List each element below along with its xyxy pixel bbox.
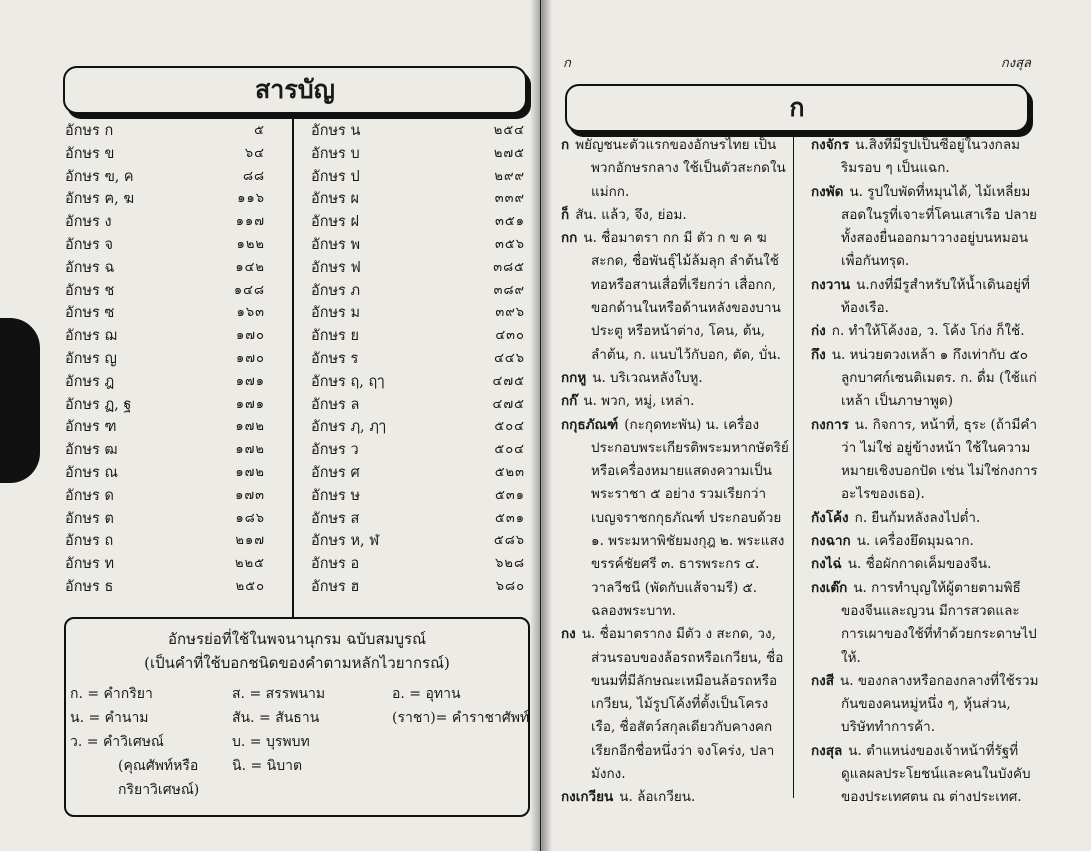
entry-headword: กงเกวียน [561, 789, 614, 806]
toc-letter: อักษร ษ [311, 487, 361, 504]
toc-row [65, 143, 265, 165]
entry-definition: น. เครื่องยึดมุมฉาก. [856, 533, 974, 550]
legend-title: อักษรย่อที่ใช้ในพจนานุกรม ฉบับสมบูรณ์ [167, 630, 426, 648]
toc-row [311, 166, 525, 188]
toc-letter: อักษร ก [65, 123, 114, 139]
dictionary-entry [561, 623, 789, 786]
toc-row [311, 416, 525, 438]
entry-definition: น. บริเวณหลังใบหู. [592, 369, 703, 386]
toc-page-number: ๓๙๖ [495, 305, 525, 321]
toc-page-number: ๑๗๐ [236, 328, 265, 344]
toc-page-number: ๔๗๕ [492, 373, 525, 389]
entry-headword: กงเต๊ก [811, 579, 848, 596]
toc-letter: อักษร ฑ [65, 419, 117, 436]
toc-page-number: ๕๓๑ [495, 487, 525, 503]
entry-definition: น.กงที่มีรูสำหรับให้น้ำเดินอยู่ที่ท้องเรือ. [841, 276, 1030, 317]
toc-page-number: ๑๗๒ [235, 465, 265, 480]
toc-page-number: ๑๗๐ [236, 351, 265, 366]
toc-page-number: ๑๗๒ [235, 442, 265, 458]
toc-letter: อักษร ล [311, 396, 360, 413]
entry-headword: กก [561, 230, 578, 247]
toc-row [65, 530, 265, 552]
entry-definition: ก. ทำให้โค้งงอ, ว. โค้ง โก่ง ก็ใช้. [831, 323, 1025, 340]
entry-definition: สัน. แล้ว, จึง, ย่อม. [575, 206, 687, 223]
entry-headword: กงฉาก [811, 533, 851, 550]
toc-page-number: ๑๑๖ [237, 191, 265, 207]
entry-headword: กงวาน [811, 276, 851, 293]
toc-row [65, 257, 265, 279]
entry-definition: น. ชื่อมาตรากง มีตัว ง สะกด, วง, ส่วนรอบของล้อรถหรือเกวียน, ชื่อขนมที่มีลักษณะเหมือนล้อรถหรือเกวียน, ไม้รูปโค้งที่ตั้งเป็นโครงเรือ, ชื่อสัตว์สกุลเดียวกับคางคก เรียกอีกชื่อหนึ่งว่า จงโคร่ง, ปลามังกง. [581, 626, 784, 783]
toc-row [65, 211, 265, 233]
toc-page-number: ๘๘ [242, 168, 265, 184]
entry-headword: ก่ง [811, 323, 826, 340]
entry-definition: น. รูปใบพัดที่หมุนได้, ไม้เหลี่ยมสอดในรูที่เจาะที่โคนเสาเรือ ปลายทั้งสองยื่นออกมาวางอยู่บนหมอนเพื่อกันทรุด. [841, 183, 1037, 270]
toc-letter: อักษร ซ [65, 305, 115, 322]
entry-headword: กกหู [561, 369, 587, 386]
toc-page-number: ๔๔๖ [494, 351, 525, 366]
dictionary-entry [811, 274, 1039, 321]
entry-definition: น. การทำบุญให้ผู้ตายตามพิธีของจีนและญวน มีการสวดและการเผาของใช้ที่ทำด้วยกระดาษไปให้. [841, 579, 1037, 666]
dictionary-entry [561, 414, 789, 624]
dictionary-entry [561, 390, 789, 413]
toc-letter: อักษร ภ [311, 282, 361, 299]
dictionary-entry [811, 344, 1039, 414]
thumb-shadow [0, 318, 40, 483]
entry-definition: น. พวก, หมู่, เหล่า. [583, 393, 695, 410]
toc-row [311, 234, 525, 256]
toc-letter: อักษร ว [311, 442, 359, 459]
entry-definition: น. ตำแหน่งของเจ้าหน้าที่รัฐที่ดูแลผลประโยชน์และคนในบังคับของประเทศตน ณ ต่างประเทศ. [841, 742, 1031, 806]
dictionary-entry [561, 786, 789, 809]
toc-page-number: ๑๗๒ [235, 419, 265, 435]
toc-letter: อักษร ช [65, 282, 115, 299]
toc-row [65, 553, 265, 575]
toc-row [65, 188, 265, 210]
toc-row [65, 508, 265, 530]
dictionary-entry [811, 577, 1039, 670]
toc-page-number: ๒๑๗ [235, 533, 265, 549]
toc-row [311, 485, 525, 507]
toc-letter: อักษร ฌ [65, 328, 117, 345]
toc-page-number: ๒๙๙ [494, 168, 525, 184]
toc-letter: อักษร ณ [65, 465, 118, 481]
dictionary-entry [811, 181, 1039, 274]
entry-headword: กง [561, 626, 576, 643]
entry-headword: กังโค้ง [811, 509, 849, 526]
dictionary-entry [561, 227, 789, 367]
entry-headword: กก๊ [561, 393, 578, 410]
entry-definition: น. ล้อเกวียน. [619, 789, 696, 806]
toc-letter: อักษร ฒ [65, 442, 118, 459]
toc-page-number: ๑๒๒ [236, 237, 265, 252]
toc-letter: อักษร ฎ [65, 373, 115, 390]
abbreviation-legend [64, 617, 530, 817]
toc-row [311, 508, 525, 530]
toc-letter: อักษร ท [65, 556, 115, 573]
toc-letter: อักษร ม [311, 305, 361, 322]
toc-page-number: ๓๘๕ [493, 259, 525, 275]
toc-page-number: ๕๒๓ [494, 465, 525, 480]
legend-item: กริยาวิเศษณ์) [118, 782, 200, 798]
toc-row [311, 348, 525, 370]
toc-page-number: ๒๕๔ [493, 123, 525, 138]
dictionary-entry [811, 320, 1039, 343]
dictionary-entry [811, 740, 1039, 810]
entry-column-right [811, 134, 1039, 810]
toc-page-number: ๕๓๑ [495, 510, 525, 526]
toc-page-number: ๓๘๙ [493, 282, 525, 298]
toc-letter: อักษร ฤ, ฤๅ [311, 373, 385, 390]
toc-letter: อักษร ผ [311, 191, 359, 208]
toc-page-number: ๓๓๙ [494, 191, 525, 207]
entry-headword: กกุธภัณฑ์ [561, 416, 619, 433]
toc-row [311, 257, 525, 279]
toc-page-number: ๖๒๘ [495, 556, 525, 572]
toc-letter: อักษร ส [311, 510, 360, 527]
toc-letter: อักษร ฟ [311, 259, 361, 276]
toc-page-number: ๑๑๗ [235, 214, 265, 230]
toc-row [65, 416, 265, 438]
table-of-contents [65, 116, 527, 618]
toc-letter: อักษร ข [65, 145, 115, 162]
toc-page-number: ๑๔๒ [235, 259, 265, 275]
toc-letter: อักษร ด [65, 487, 114, 504]
toc-page-number: ๑๗๓ [235, 487, 265, 503]
entry-headword: กงสุล [811, 742, 843, 759]
toc-page-number: ๑๖๓ [236, 305, 265, 321]
toc-row [65, 302, 265, 324]
entry-headword: กงพัด [811, 183, 844, 200]
toc-letter: อักษร ฏ, ฐ [65, 396, 132, 413]
toc-letter: อักษร จ [65, 237, 113, 253]
toc-row [311, 439, 525, 461]
toc-page-number: ๒๒๕ [235, 556, 265, 572]
dictionary-entry [811, 507, 1039, 530]
entry-definition: น. กิจการ, หน้าที่, ธุระ (ถ้ามีคำว่า ไม่ใช่ อยู่ข้างหน้า ใช้ในความหมายเชิงบอกปัด เช่น ไม่ใช่กงการอะไรของเธอ). [841, 416, 1038, 503]
toc-row [65, 348, 265, 370]
toc-letter: อักษร ฃ, ค [65, 168, 134, 185]
toc-row [65, 394, 265, 416]
entry-headword: กงสี [811, 672, 835, 689]
legend-item: (ราชา)= คำราชาศัพท์ [392, 710, 530, 726]
toc-letter: อักษร ฦ, ฦๅ [311, 419, 386, 436]
toc-title: สารบัญ [255, 75, 335, 104]
toc-letter: อักษร ศ [311, 465, 360, 481]
entry-definition: ก. ยืนก้มหลังลงไปต่ำ. [854, 509, 981, 526]
toc-letter: อักษร ห, ฬ [311, 533, 380, 550]
toc-letter: อักษร ฅ, ฆ [65, 191, 135, 208]
toc-page-number: ๑๘๖ [235, 510, 265, 526]
toc-page-number: ๑๗๑ [235, 396, 265, 412]
toc-row [311, 211, 525, 233]
toc-letter: อักษร ฉ [65, 259, 115, 276]
legend-item: น. = คำนาม [70, 710, 149, 726]
toc-letter: อักษร อ [311, 556, 360, 573]
dictionary-entry [811, 414, 1039, 507]
legend-item: บ. = บุรพบท [232, 734, 310, 750]
toc-page-number: ๒๗๕ [493, 145, 525, 161]
toc-row [65, 234, 265, 256]
dictionary-entry [811, 670, 1039, 740]
toc-page-number: ๕ [254, 123, 265, 138]
toc-letter: อักษร ถ [65, 533, 114, 550]
entry-headword: กงการ [811, 416, 849, 433]
toc-row [65, 325, 265, 347]
toc-page-number: ๕๐๔ [494, 419, 525, 435]
toc-row [311, 553, 525, 575]
toc-row [65, 120, 265, 142]
toc-page-number: ๖๘๐ [495, 579, 525, 594]
entry-headword: กึง [811, 346, 826, 363]
toc-page-number: ๖๔ [244, 145, 265, 161]
entry-headword: ก็ [561, 206, 570, 223]
legend-item: ส. = สรรพนาม [232, 686, 326, 702]
toc-row [65, 462, 265, 484]
toc-row [311, 143, 525, 165]
entry-definition: (กะกุดทะพัน) น. เครื่องประกอบพระเกียรติพระมหากษัตริย์ หรือเครื่องหมายแสดงความเป็นพระราชา ๕ อย่าง รวมเรียกว่า เบญจราชกกุธภัณฑ์ ประกอบด้วย ๑. พระมหาพิชัยมงกุฎ ๒. พระแสงขรรค์ชัยศรี ๓. ธารพระกร ๔. วาลวีชนี (พัดกับแส้จามรี) ๕. ฉลองพระบาท. [591, 416, 789, 619]
toc-row [311, 462, 525, 484]
dictionary-entry [561, 204, 789, 227]
toc-row [65, 485, 265, 507]
toc-page-number: ๔๓๐ [495, 328, 525, 344]
toc-row [311, 280, 525, 302]
toc-title-banner [63, 66, 527, 114]
toc-row [311, 325, 525, 347]
toc-page-number: ๔๗๕ [492, 396, 525, 412]
entry-headword: ก [561, 137, 570, 153]
column-divider [793, 130, 794, 798]
entry-column-left [561, 134, 789, 810]
running-head-guide-word: กงสุล [1000, 56, 1031, 71]
toc-row [311, 371, 525, 393]
entry-definition: น.สิ่งที่มีรูปเป็นซี่อยู่ในวงกลม ริมรอบ ๆ เป็นแฉก. [841, 137, 1021, 177]
legend-item: (คุณศัพท์หรือ [118, 758, 199, 774]
toc-letter: อักษร ต [65, 510, 114, 527]
entry-headword: กงไฉ่ [811, 556, 842, 573]
toc-page-number: ๕๐๔ [494, 442, 525, 458]
toc-letter: อักษร ป [311, 168, 360, 185]
toc-letter: อักษร พ [311, 237, 361, 253]
toc-row [311, 188, 525, 210]
entry-definition: น. ชื่อมาตรา กก มี ตัว ก ข ค ฆ สะกด, ชื่อพันธุ์ไม้ล้มลุก ลำต้นใช้ทอหรือสานเสื่อที่เรียกว่า เสื่อกก, ขอกด้านในหรือด้านหลังของบานประตู หรือหน้าต่าง, โคน, ต้น, ลำต้น, ก. แนบไว้กับอก, ตัด, บั่น. [583, 230, 781, 363]
toc-page-number: ๕๘๖ [493, 533, 525, 549]
toc-letter: อักษร บ [311, 145, 360, 162]
toc-row [311, 302, 525, 324]
legend-subtitle: (เป็นคำที่ใช้บอกชนิดของคำตามหลักไวยากรณ์) [144, 654, 450, 672]
letter-section-title: ก [789, 93, 805, 122]
dictionary-entry [561, 367, 789, 390]
toc-letter: อักษร ฝ [311, 214, 359, 231]
legend-item: ว. = คำวิเศษณ์ [70, 734, 164, 750]
toc-row [65, 280, 265, 302]
toc-row [65, 166, 265, 188]
entry-definition: น. ของกลางหรือกองกลางที่ใช้รวมกันของคนหมู่หนึ่ง ๆ, หุ้นส่วน, บริษัททำการค้า. [840, 672, 1039, 736]
toc-row [311, 576, 525, 598]
toc-page-number: ๑๔๘ [233, 282, 265, 298]
toc-row [311, 394, 525, 416]
dictionary-entry [811, 553, 1039, 576]
toc-page-number: ๒๕๐ [235, 579, 265, 594]
entry-definition: พยัญชนะตัวแรกของอักษรไทย เป็นพวกอักษรกลาง ใช้เป็นตัวสะกดในแม่กก. [575, 137, 786, 200]
running-head-letter: ก [563, 56, 571, 71]
toc-letter: อักษร ญ [65, 351, 117, 367]
legend-item: นิ. = นิบาต [232, 758, 303, 774]
legend-item: ก. = คำกริยา [70, 686, 153, 702]
left-page [0, 0, 540, 851]
toc-row [65, 576, 265, 598]
toc-letter: อักษร ย [311, 328, 359, 345]
toc-letter: อักษร ง [65, 214, 112, 231]
toc-row [65, 439, 265, 461]
toc-row [65, 371, 265, 393]
entry-definition: น. ชื่อผักกาดเค็มของจีน. [847, 556, 992, 573]
letter-section-banner [565, 84, 1029, 132]
toc-row [311, 120, 525, 142]
toc-page-number: ๓๕๑ [495, 214, 525, 230]
toc-letter: อักษร ร [311, 351, 359, 367]
toc-row [311, 530, 525, 552]
entry-definition: น. หน่วยตวงเหล้า ๑ กึงเท่ากับ ๕๐ ลูกบาศก์เซนติเมตร. ก. ดื่ม (ใช้แก่เหล้า เป็นภาษาพูด) [831, 346, 1037, 410]
legend-item: สัน. = สันธาน [232, 710, 320, 726]
toc-page-number: ๑๗๑ [235, 373, 265, 389]
toc-divider [292, 118, 294, 618]
dictionary-entry [811, 134, 1039, 181]
right-page [541, 0, 1091, 851]
toc-page-number: ๓๕๖ [495, 237, 525, 252]
entry-headword: กงจักร [811, 137, 850, 153]
legend-item: อ. = อุทาน [392, 686, 461, 702]
toc-letter: อักษร ธ [65, 579, 114, 595]
dictionary-entry [561, 134, 789, 204]
dictionary-entry [811, 530, 1039, 553]
toc-letter: อักษร ฮ [311, 579, 360, 595]
book-gutter [530, 0, 552, 851]
toc-letter: อักษร น [311, 123, 361, 139]
